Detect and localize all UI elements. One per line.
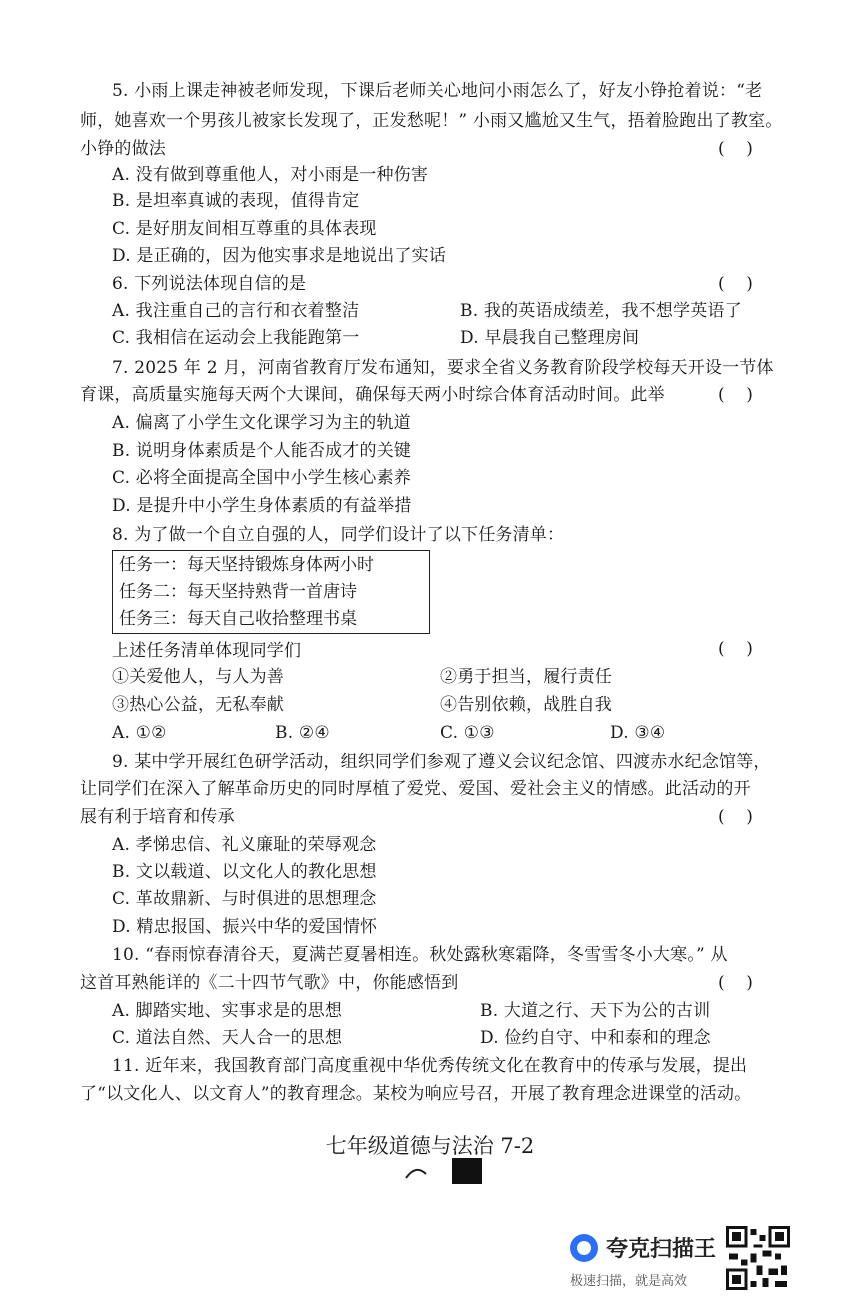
q9-option-d: D. 精忠报国、振兴中华的爱国情怀 [112, 917, 378, 937]
q7-option-c: C. 必将全面提高全国中小学生核心素养 [112, 468, 412, 488]
q9-option-c: C. 革故鼎新、与时俱进的思想理念 [112, 889, 377, 909]
qr-code-icon [726, 1226, 790, 1290]
page-footer-title: 七年级道德与法治 7-2 [325, 1134, 535, 1158]
q8-statement-3: ③热心公益，无私奉献 [112, 695, 284, 715]
q10-option-d: D. 俭约自守、中和泰和的理念 [480, 1028, 711, 1048]
q6-answer-paren: ( ) [718, 274, 753, 294]
q8-statement-2: ②勇于担当，履行责任 [440, 667, 612, 687]
task-item: 任务二：每天坚持熟背一首唐诗 [119, 582, 357, 602]
q9-answer-paren: ( ) [718, 807, 753, 827]
q5-option-d: D. 是正确的，因为他实事求是地说出了实话 [112, 246, 447, 266]
q7-line1: 7. 2025 年 2 月，河南省教育厅发布通知，要求全省义务教育阶段学校每天开设一节体 [112, 358, 774, 378]
q6-option-d: D. 早晨我自己整理房间 [460, 328, 640, 348]
q5-option-b: B. 是坦率真诚的表现，值得肯定 [112, 191, 360, 211]
q7-line2: 育课，高质量实施每天两个大课间，确保每天两小时综合体育活动时间。此举 [80, 385, 665, 405]
q10-option-a: A. 脚踏实地、实事求是的思想 [112, 1001, 343, 1021]
q7-option-b: B. 说明身体素质是个人能否成才的关键 [112, 441, 412, 461]
q8-answer-paren: ( ) [718, 639, 753, 659]
redaction-scribble [404, 1156, 490, 1186]
task-item: 任务三：每天自己收拾整理书桌 [119, 609, 357, 629]
scanner-watermark [570, 1230, 720, 1290]
q10-line1: 10. “春雨惊春清谷天，夏满芒夏暑相连。秋处露秋寒霜降，冬雪雪冬小大寒。” 从 [112, 945, 728, 965]
q6-option-c: C. 我相信在运动会上我能跑第一 [112, 328, 360, 348]
q10-option-b: B. 大道之行、天下为公的古训 [480, 1001, 711, 1021]
q9-option-a: A. 孝悌忠信、礼义廉耻的荣辱观念 [112, 835, 377, 855]
q8-option-b: B. ②④ [275, 723, 330, 743]
q8-statement-4: ④告别依赖，战胜自我 [440, 695, 612, 715]
q5-answer-paren: ( ) [718, 139, 753, 159]
q10-option-c: C. 道法自然、天人合一的思想 [112, 1028, 343, 1048]
q8-stem: 8. 为了做一个自立自强的人，同学们设计了以下任务清单： [112, 525, 565, 545]
task-item: 任务一：每天坚持锻炼身体两小时 [119, 555, 374, 575]
q11-line2: 了“以文化人、以文育人”的教育理念。某校为响应号召，开展了教育理念进课堂的活动。 [80, 1084, 752, 1104]
q10-line2: 这首耳熟能详的《二十四节气歌》中，你能感悟到 [80, 973, 459, 993]
q7-option-a: A. 偏离了小学生文化课学习为主的轨道 [112, 413, 411, 433]
q8-after-text: 上述任务清单体现同学们 [112, 641, 302, 661]
q9-line2: 让同学们在深入了解革命历史的同时厚植了爱党、爱国、爱社会主义的情感。此活动的开 [80, 779, 751, 799]
q9-line1: 9. 某中学开展红色研学活动，组织同学们参观了遵义会议纪念馆、四渡赤水纪念馆等， [112, 752, 771, 772]
q6-option-b: B. 我的英语成绩差，我不想学英语了 [460, 301, 742, 321]
task-list-box [112, 550, 430, 634]
q7-option-d: D. 是提升中小学生身体素质的有益举措 [112, 496, 412, 516]
q9-option-b: B. 文以载道、以文化人的教化思想 [112, 862, 377, 882]
q8-statement-1: ①关爱他人，与人为善 [112, 667, 284, 687]
brand-slogan: 极速扫描，就是高效 [570, 1274, 688, 1289]
q7-answer-paren: ( ) [718, 385, 753, 405]
q5-option-c: C. 是好朋友间相互尊重的具体表现 [112, 219, 377, 239]
q5-option-a: A. 没有做到尊重他人，对小雨是一种伤害 [112, 165, 429, 185]
quark-logo-icon [570, 1234, 598, 1262]
q6-stem: 6. 下列说法体现自信的是 [112, 274, 307, 294]
q11-line1: 11. 近年来，我国教育部门高度重视中华优秀传统文化在教育中的传承与发展，提出 [112, 1056, 748, 1076]
q5-line1: 5. 小雨上课走神被老师发现，下课后老师关心地问小雨怎么了，好友小铮抢着说：“老 [112, 81, 763, 101]
q6-option-a: A. 我注重自己的言行和衣着整洁 [112, 301, 360, 321]
q5-line2: 师，她喜欢一个男孩儿被家长发现了，正发愁呢！” 小雨又尴尬又生气，捂着脸跑出了教室。 [80, 111, 783, 131]
q8-option-c: C. ①③ [440, 723, 495, 743]
q10-answer-paren: ( ) [718, 973, 753, 993]
q8-option-a: A. ①② [112, 723, 167, 743]
q5-line3: 小铮的做法 [80, 139, 166, 159]
q8-option-d: D. ③④ [610, 723, 666, 743]
q9-line3: 展有利于培育和传承 [80, 807, 235, 827]
brand-name: 夸克扫描王 [606, 1237, 717, 1262]
